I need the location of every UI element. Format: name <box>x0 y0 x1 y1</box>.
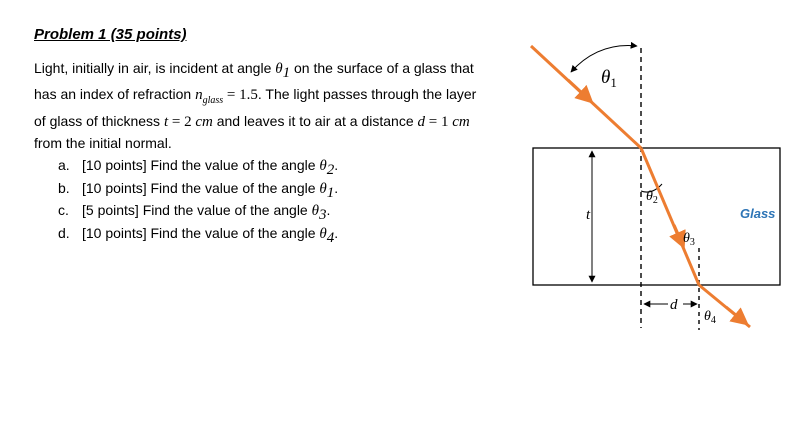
d-unit: cm <box>452 114 470 130</box>
refracted-ray-arrow <box>674 225 681 241</box>
theta1-symbol: $\theta_1$ <box>319 180 335 201</box>
theta4-label: $\theta_4$ <box>704 309 716 326</box>
theta4-symbol: $\theta_4$ <box>319 225 335 246</box>
distance-label: d <box>670 297 678 313</box>
n-glass-symbol: $n_{glass}$ <box>195 87 224 106</box>
n-glass-value: = 1.5 <box>223 87 258 103</box>
theta2-symbol: $\theta_2$ <box>319 158 335 178</box>
theta3-label: $\theta_3$ <box>683 231 695 248</box>
theta1-symbol: $\theta_1$ <box>275 61 291 81</box>
theta3-symbol: $\theta_3$ <box>311 203 327 223</box>
description-line-3: of glass of thickness t = 2 cm and leaves it to air at a distance d = 1 cm <box>34 113 470 130</box>
question-c: c. [5 points] Find the value of the angle $\theta_3$. <box>58 202 331 223</box>
t-variable: t <box>163 114 169 130</box>
question-b: b. [10 points] Find the value of the angle $\theta_1$. <box>58 179 339 201</box>
question-a: a. [10 points] Find the value of the angle $\theta_2$. <box>58 157 339 178</box>
theta2-label: $\theta_2$ <box>646 189 658 206</box>
description-line-1: Light, initially in air, is incident at angle $\theta_1$ on the surface of a glass that <box>34 60 474 81</box>
question-d: d. [10 points] Find the value of the angle $\theta_4$. <box>58 224 339 246</box>
d-variable: d <box>417 114 426 130</box>
incident-ray-arrow <box>568 80 587 98</box>
glass-label: Glass <box>740 206 776 221</box>
refracted-ray <box>641 148 699 285</box>
emergent-ray-arrow <box>726 307 742 320</box>
description-line-4: from the initial normal. <box>34 135 172 151</box>
thickness-label: t <box>586 207 591 223</box>
theta1-label: $\theta_1$ <box>601 67 617 90</box>
description-line-2: has an index of refraction $n_{glass} = 1.5$. The light passes through the layer <box>34 86 477 106</box>
problem-title: Problem 1 (35 points) <box>34 26 187 43</box>
t-unit: cm <box>195 114 213 130</box>
